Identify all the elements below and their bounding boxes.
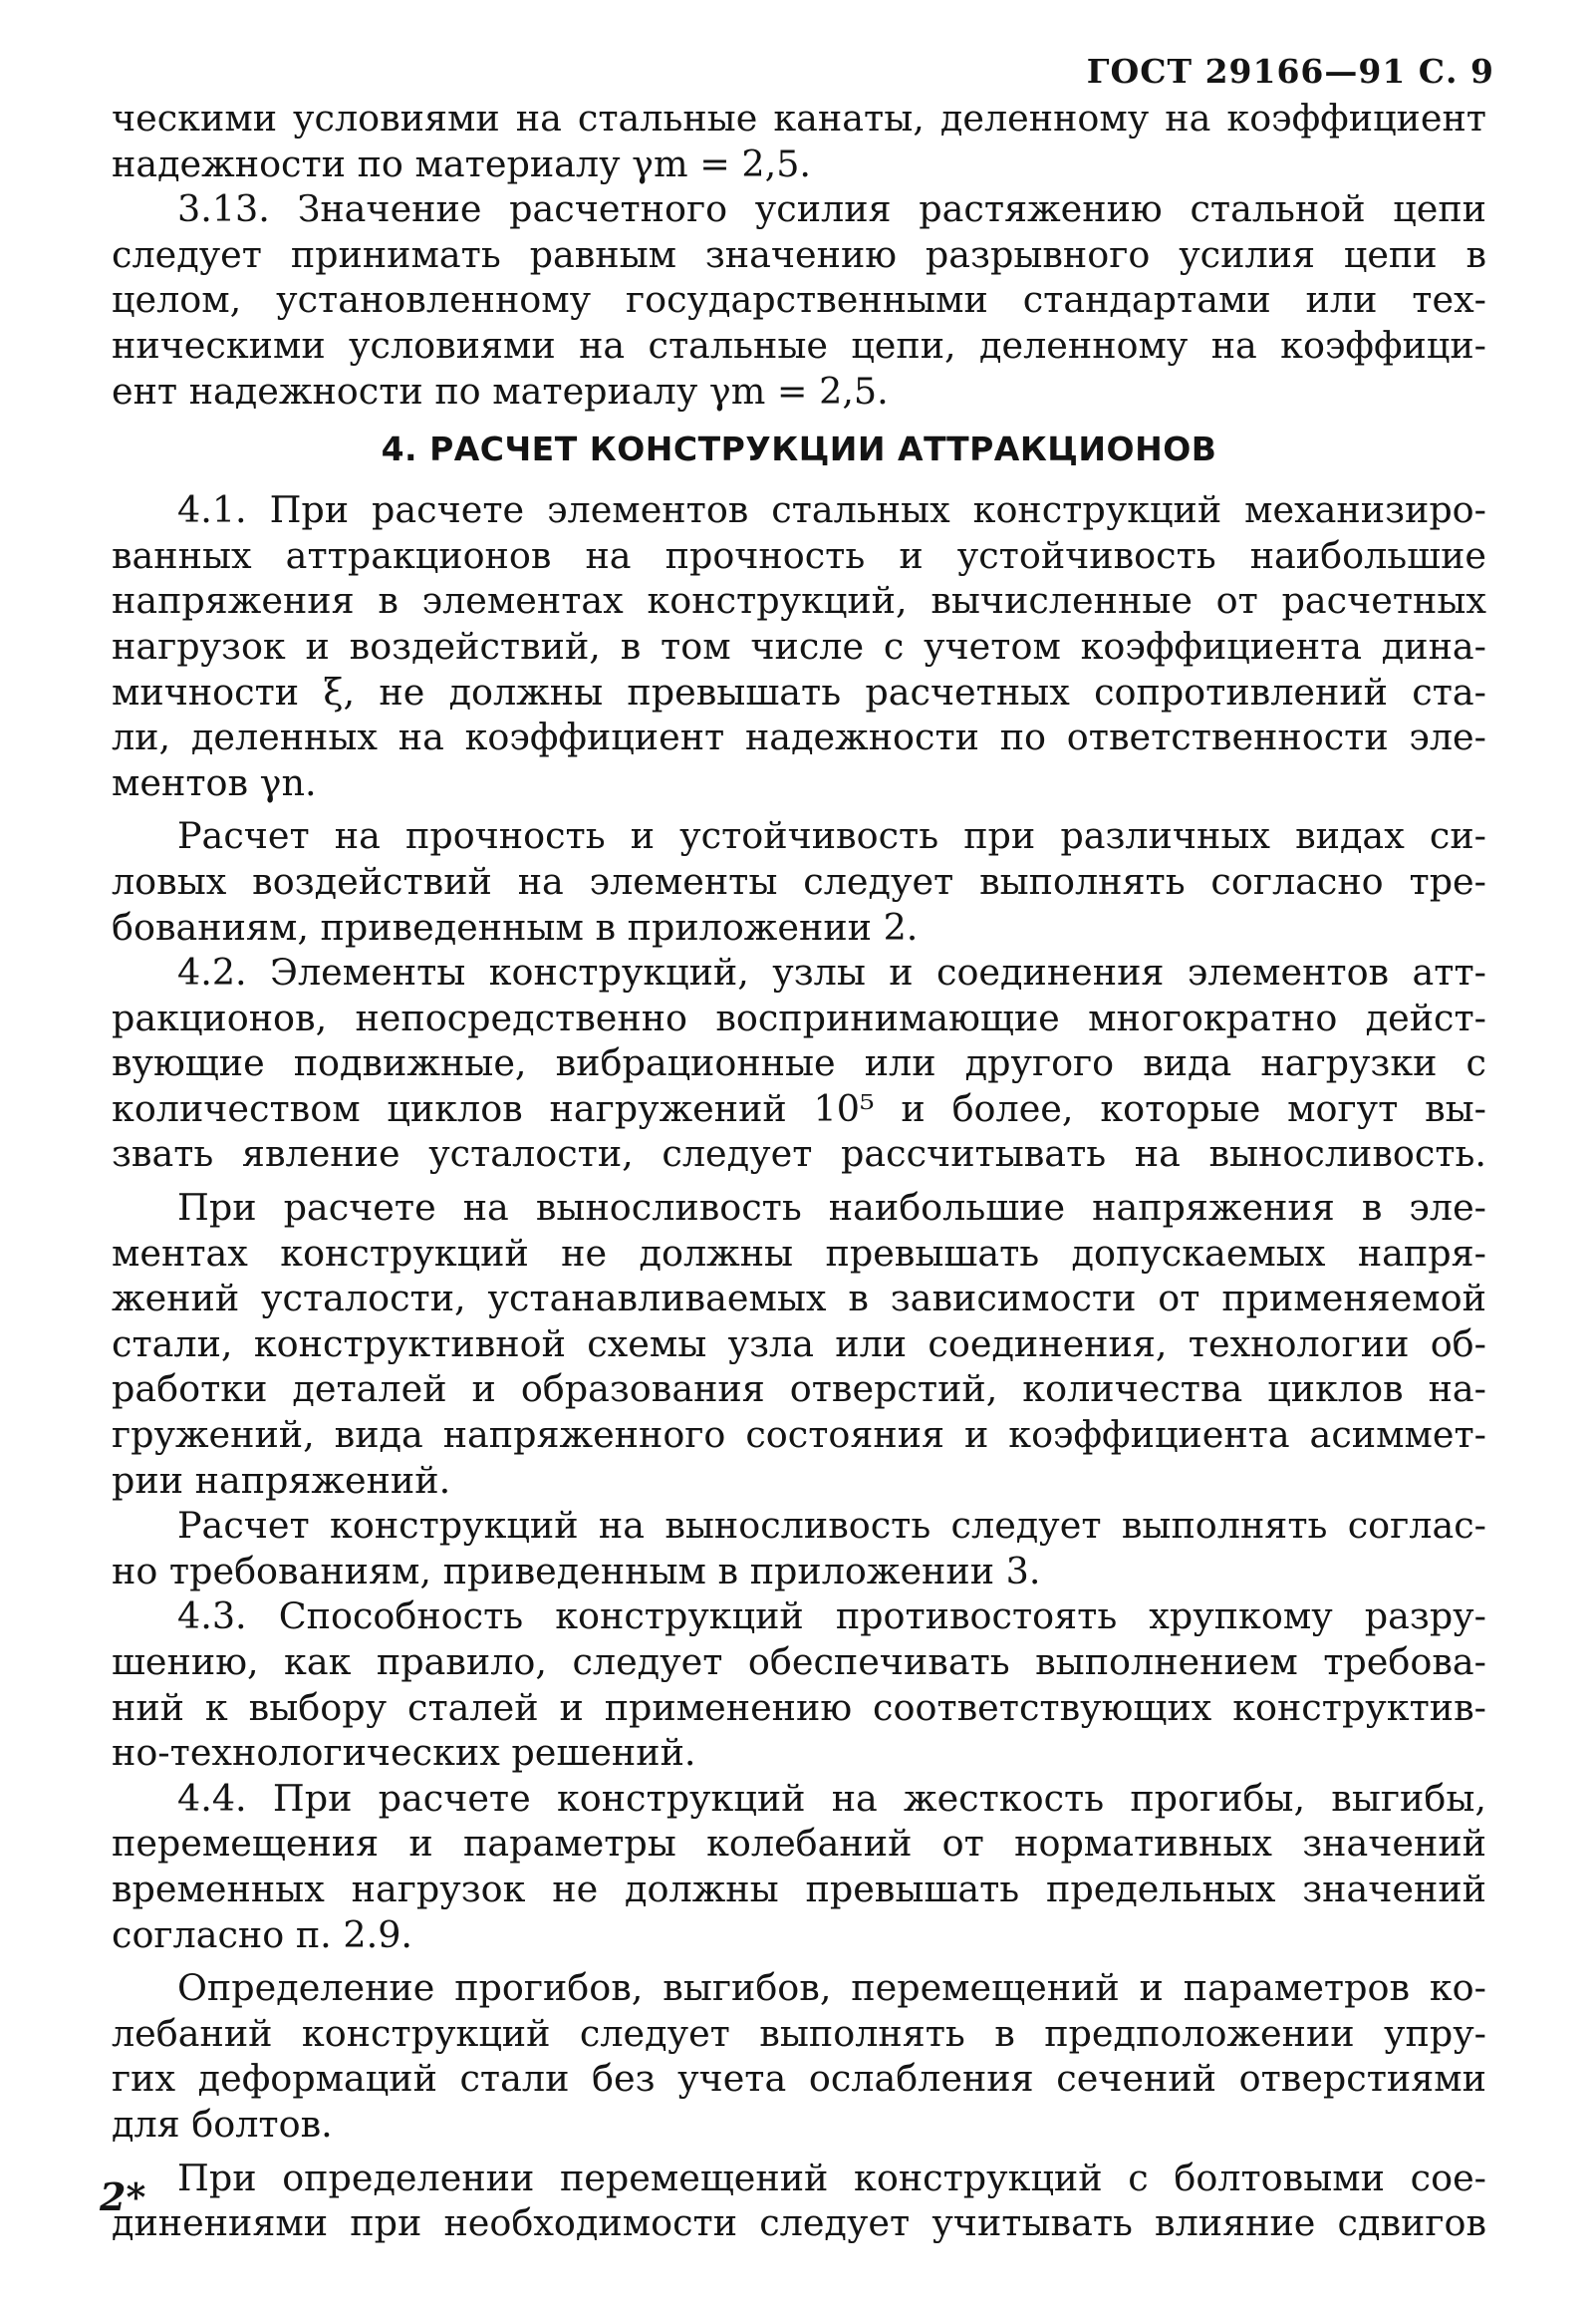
text-line: но-технологических решений. — [112, 1731, 696, 1775]
text-line: динениями при необходимости следует учитывать влияние сдвигов — [112, 2201, 1486, 2245]
text-line: Расчет на прочность и устойчивость при различных видах си- — [177, 814, 1486, 858]
text-line: надежности по материалу γm = 2,5. — [112, 142, 812, 185]
text-line: для болтов. — [112, 2102, 333, 2146]
text-line: количеством циклов нагружений 10⁵ и более, которые могут вы- — [112, 1086, 1486, 1130]
text-line: звать явление усталости, следует рассчитывать на выносливость. — [112, 1132, 1486, 1176]
text-line: жений усталости, устанавливаемых в зависимости от применяемой — [112, 1277, 1486, 1320]
paragraph-4-2 — [112, 950, 1486, 1177]
text-line: работки деталей и образования отверстий, количества циклов на- — [112, 1367, 1486, 1411]
paragraph-4-4 — [112, 1776, 1486, 1957]
text-line: ракционов, непосредственно воспринимающие многократно дейст- — [112, 996, 1486, 1039]
signature-mark: 2* — [100, 2174, 146, 2219]
text-line: 4.4. При расчете конструкций на жесткость прогибы, выгибы, — [177, 1776, 1486, 1820]
paragraph-bolted-joints — [112, 2156, 1486, 2246]
paragraph-endurance — [112, 1185, 1486, 1503]
text-line: При расчете на выносливость наибольшие напряжения в эле- — [177, 1186, 1486, 1230]
text-line: 4.1. При расчете элементов стальных конструкций механизиро- — [177, 488, 1486, 532]
text-line: согласно п. 2.9. — [112, 1912, 413, 1956]
text-line: гружений, вида напряженного состояния и коэффициента асиммет- — [112, 1413, 1486, 1457]
text-line: 4.3. Способность конструкций противостоять хрупкому разру- — [177, 1594, 1486, 1638]
text-line: напряжения в элементах конструкций, вычисленные от расчетных — [112, 579, 1486, 623]
paragraph-steel-ropes-end — [112, 96, 1486, 186]
text-line: ний к выбору сталей и применению соответствующих конструктив- — [112, 1685, 1486, 1729]
text-line: перемещения и параметры колебаний от нормативных значений — [112, 1822, 1486, 1866]
text-line: 3.13. Значение расчетного усилия растяжению стальной цепи — [177, 187, 1486, 231]
text-line: ническими условиями на стальные цепи, деленному на коэффици- — [112, 323, 1486, 367]
paragraph-4-1 — [112, 487, 1486, 805]
paragraph-4-3 — [112, 1593, 1486, 1775]
text-line: вующие подвижные, вибрационные или другого вида нагрузки с — [112, 1041, 1486, 1085]
text-line: 4.2. Элементы конструкций, узлы и соединения элементов атт- — [177, 951, 1486, 995]
text-line: ент надежности по материалу γm = 2,5. — [112, 369, 889, 413]
text-line: шению, как правило, следует обеспечивать выполнением требова- — [112, 1640, 1486, 1683]
text-line: Определение прогибов, выгибов, перемещений и параметров ко- — [177, 1966, 1486, 2010]
paragraph-strength-calculation — [112, 813, 1486, 950]
text-line: При определении перемещений конструкций с болтовыми сое- — [177, 2156, 1486, 2199]
text-line: нагрузок и воздействий, в том числе с учетом коэффициента дина- — [112, 624, 1486, 668]
text-line: Расчет конструкций на выносливость следует выполнять соглас- — [177, 1504, 1486, 1548]
text-line: рии напряжений. — [112, 1458, 451, 1502]
text-line: целом, установленному государственными стандартами или тех- — [112, 278, 1486, 322]
text-line: мичности ξ, не должны превышать расчетных сопротивлений ста- — [112, 670, 1486, 714]
text-line: ческими условиями на стальные канаты, деленному на коэффициент — [112, 97, 1486, 140]
text-line: ли, деленных на коэффициент надежности по ответственности эле- — [112, 716, 1486, 759]
paragraph-endurance-appendix — [112, 1503, 1486, 1593]
text-line: лебаний конструкций следует выполнять в предположении упру- — [112, 2011, 1486, 2055]
text-line: бованиям, приведенным в приложении 2. — [112, 905, 919, 949]
text-line: ванных аттракционов на прочность и устойчивость наибольшие — [112, 533, 1486, 577]
text-line: стали, конструктивной схемы узла или соединения, технологии об- — [112, 1321, 1486, 1365]
paragraph-3-13 — [112, 186, 1486, 414]
text-line: но требованиям, приведенным в приложении 3. — [112, 1549, 1041, 1592]
text-line: ловых воздействий на элементы следует выполнять согласно тре- — [112, 859, 1486, 903]
text-line: следует принимать равным значению разрывного усилия цепи в — [112, 232, 1486, 276]
text-line: гих деформаций стали без учета ослабления сечений отверстиями — [112, 2057, 1486, 2101]
text-line: ментах конструкций не должны превышать допускаемых напря- — [112, 1231, 1486, 1275]
document-body — [112, 96, 1486, 2246]
paragraph-deflections — [112, 1965, 1486, 2147]
running-header: ГОСТ 29166—91 С. 9 — [1086, 52, 1494, 91]
text-line: временных нагрузок не должны превышать предельных значений — [112, 1867, 1486, 1910]
text-line: ментов γn. — [112, 760, 317, 804]
section-title: 4. РАСЧЕТ КОНСТРУКЦИИ АТТРАКЦИОНОВ — [381, 430, 1217, 469]
